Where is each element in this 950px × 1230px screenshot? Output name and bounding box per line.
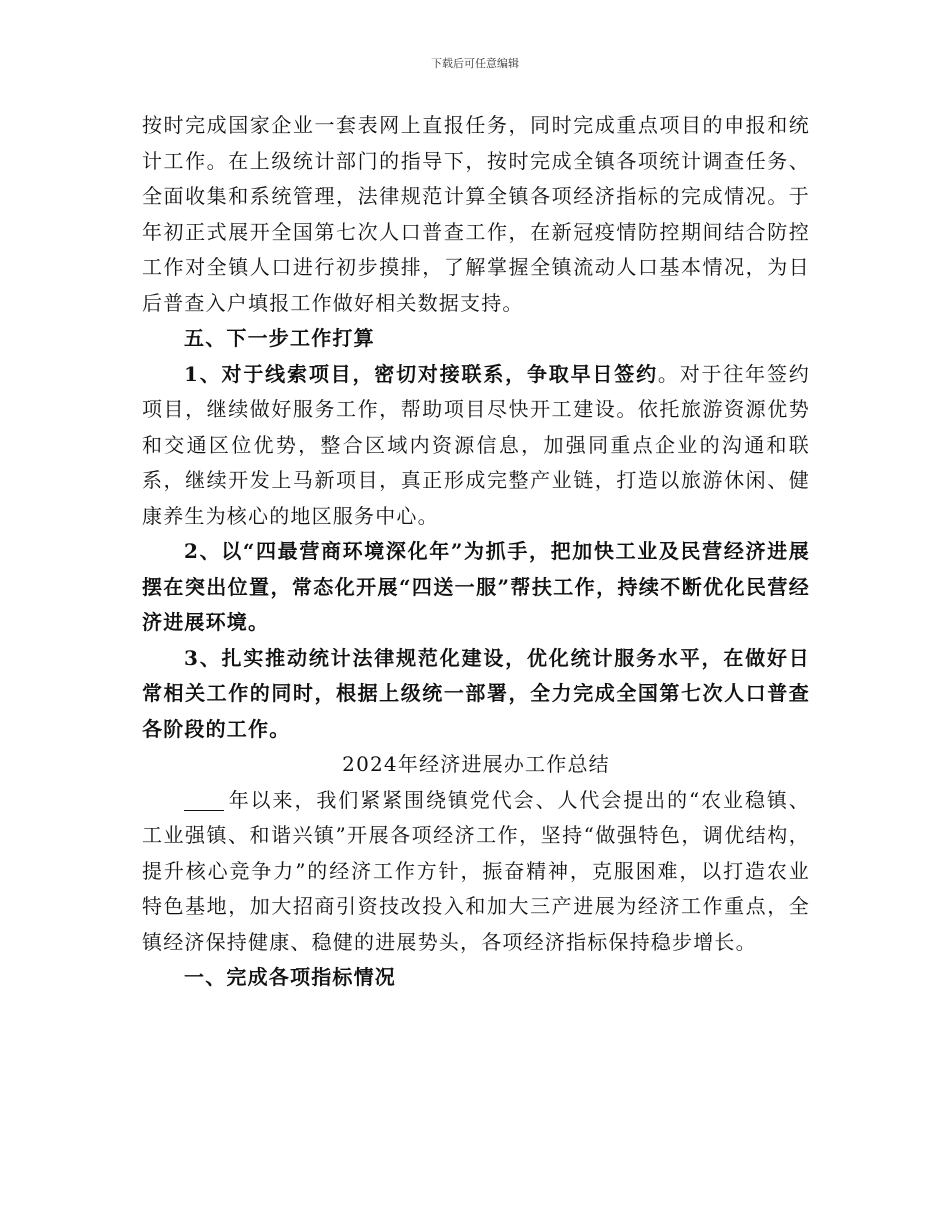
document-body [142,108,810,996]
document-title: 2024年经济进展办工作总结 [342,752,610,776]
page-header: 下载后可任意编辑 [431,57,519,70]
section-heading-next-steps: 五、下一步工作打算 [184,326,375,350]
paragraph-item-3: 3、扎实推动统计法律规范化建设，优化统计服务水平，在做好日常相关工作的同时，根据上级统一部署，全力完成全国第七次人口普查各阶段的工作。 [142,645,810,741]
section-heading-indicators: 一、完成各项指标情况 [184,965,396,989]
paragraph-summary-intro [142,783,810,961]
paragraph-statistics-work: 按时完成国家企业一套表网上直报任务，同时完成重点项目的申报和统计工作。在上级统计部门的指导下，按时完成全镇各项统计调查任务、全面收集和系统管理，法律规范计算全镇各项经济指标的完成情况。于年初正式展开全国第七次人口普查工作，在新冠疫情防控期间结合防控工作对全镇人口进行初步摸排，了解掌握全镇流动人口基本情况，为日后普查入户填报工作做好相关数据支持。 [142,113,810,315]
blank-year-field [184,788,224,811]
paragraph-item-1 [142,357,810,535]
summary-intro-text: 年以来，我们紧紧围绕镇党代会、人代会提出的“农业稳镇、工业强镇、和谐兴镇”开展各项经济工作，坚持“做强特色，调优结构，提升核心竞争力”的经济工作方针，振奋精神，克服困难，以打造农业特色基地，加大招商引资技改投入和加大三产进展为经济工作重点，全镇经济保持健康、稳健的进展势头，各项经济指标保持稳步增长。 [142,787,810,954]
item-1-lead: 1、对于线索项目，密切对接联系，争取早日签约 [184,361,658,386]
item-1-body: 。对于往年签约项目，继续做好服务工作，帮助项目尽快开工建设。依托旅游资源优势和交通区位优势，整合区域内资源信息，加强同重点企业的沟通和联系，继续开发上马新项目，真正形成完整产业链，打造以旅游休闲、健康养生为核心的地区服务中心。 [142,361,810,528]
paragraph-item-2: 2、以“四最营商环境深化年”为抓手，把加快工业及民营经济进展摆在突出位置，常态化开展“四送一服”帮扶工作，持续不断优化民营经济进展环境。 [142,539,810,634]
